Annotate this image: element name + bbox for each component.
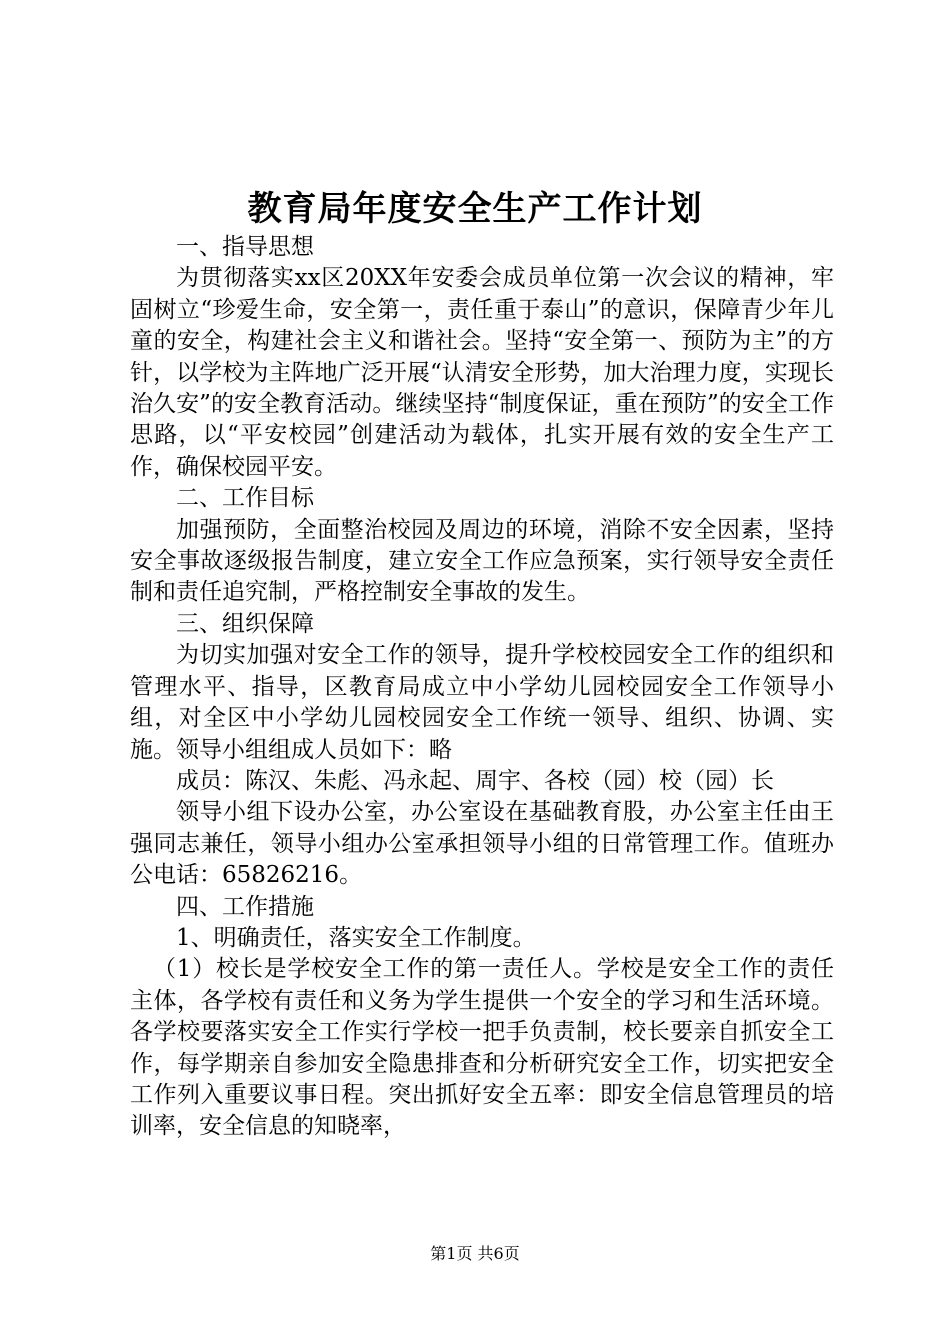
heading-guiding-ideology: 一、指导思想 — [176, 234, 314, 260]
paragraph-organization: 为切实加强对安全工作的领导，提升学校校园安全工作的组织和管理水平、指导，区教育局成立中小学幼儿园校园安全工作领导小组，对全区中小学幼儿园校园安全工作统一领导、组织、协调、实施。领导小组组成人员如下：略 — [130, 642, 834, 763]
heading-organization: 三、组织保障 — [176, 610, 314, 637]
document-title: 教育局年度安全生产工作计划 — [247, 189, 703, 229]
paragraph-guiding-ideology: 为贯彻落实xx区20XX年安委会成员单位第一次会议的精神，牢固树立“珍爱生命，安全第一，责任重于泰山”的意识，保障青少年儿童的安全，构建社会主义和谐社会。坚持“安全第一、预防为主”的方针，以学校为主阵地广泛开展“认清安全形势，加大治理力度，实现长治久安”的安全教育活动。继续坚持“制度保证，重在预防”的安全工作思路，以“平安校园”创建活动为载体，扎实开展有效的安全生产工作，确保校园平安。 — [130, 265, 834, 480]
paragraph-office: 领导小组下设办公室，办公室设在基础教育股，办公室主任由王强同志兼任，领导小组办公室承担领导小组的日常管理工作。值班办公电话：65826216。 — [130, 799, 834, 889]
paragraph-members: 成员：陈汉、朱彪、冯永起、周宇、各校（园）校（园）长 — [176, 767, 774, 794]
subheading-responsibility: 1、明确责任，落实安全工作制度。 — [176, 924, 536, 951]
page-footer: 第1页 共6页 — [430, 1244, 520, 1263]
heading-work-goals: 二、工作目标 — [176, 485, 314, 512]
heading-work-measures: 四、工作措施 — [176, 893, 314, 920]
document-body — [130, 232, 834, 1143]
paragraph-principal-responsibility: （1）校长是学校安全工作的第一责任人。学校是安全工作的责任主体，各学校有责任和义务为学生提供一个安全的学习和生活环境。各学校要落实安全工作实行学校一把手负责制，校长要亲自抓安全工作，每学期亲自参加安全隐患排查和分析研究安全工作，切实把安全工作列入重要议事日程。突出抓好安全五率：即安全信息管理员的培训率，安全信息的知晓率， — [130, 956, 834, 1140]
paragraph-work-goals: 加强预防，全面整治校园及周边的环境，消除不安全因素，坚持安全事故逐级报告制度，建立安全工作应急预案，实行领导安全责任制和责任追究制，严格控制安全事故的发生。 — [130, 516, 834, 606]
